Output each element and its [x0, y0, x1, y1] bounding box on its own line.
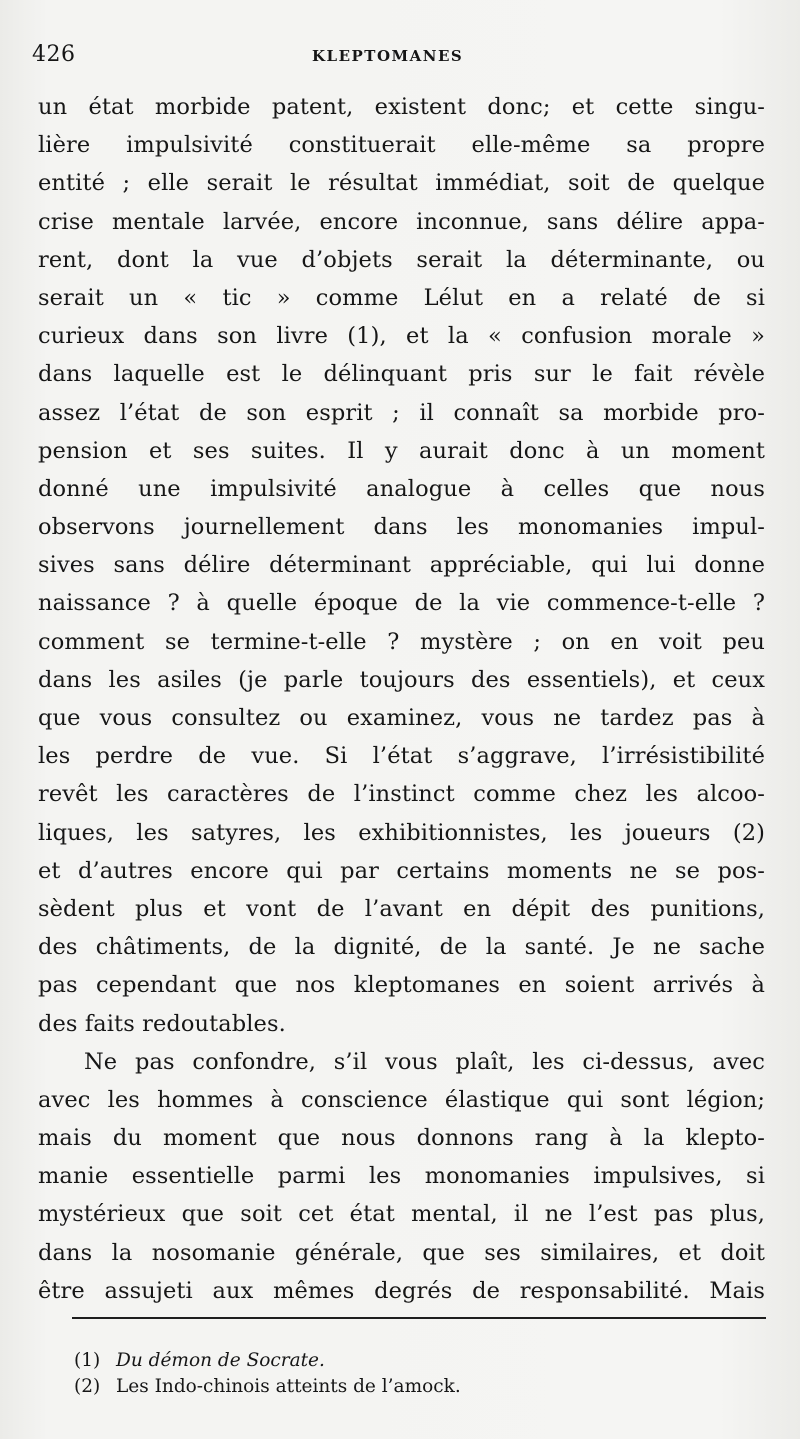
- text-line: dans laquelle est le délinquant pris sur le fait révèle: [38, 361, 765, 388]
- text-line: curieux dans son livre (1), et la « confusion morale »: [38, 323, 765, 350]
- text-line: comment se termine-t-elle ? mystère ; on en voit peu: [38, 628, 765, 655]
- footnotes: [74, 1348, 764, 1400]
- text-line: dans la nosomanie générale, que ses similaires, et doit: [38, 1239, 765, 1266]
- text-line: être assujeti aux mêmes degrés de responsabilité. Mais: [38, 1277, 765, 1304]
- text-line: mais du moment que nous donnons rang à la klepto-: [38, 1125, 765, 1152]
- text-line: revêt les caractères de l’instinct comme chez les alcoo-: [38, 781, 765, 808]
- text-line: lière impulsivité constituerait elle-même sa propre: [38, 132, 765, 159]
- text-line: un état morbide patent, existent donc; et cette singu-: [38, 94, 765, 120]
- text-line: sives sans délire déterminant appréciable, qui lui donne: [38, 552, 765, 579]
- running-title: KLEPTOMANES: [312, 47, 464, 65]
- text-line: manie essentielle parmi les monomanies impulsives, si: [38, 1163, 765, 1190]
- footnote-number: (2): [74, 1376, 101, 1397]
- text-line: que vous consultez ou examinez, vous ne tardez pas à: [38, 705, 765, 731]
- footnote-separator: [72, 1317, 766, 1319]
- text-line: crise mentale larvée, encore inconnue, sans délire appa-: [38, 208, 765, 235]
- text-line: assez l’état de son esprit ; il connaît sa morbide pro-: [38, 399, 765, 426]
- text-line: pension et ses suites. Il y aurait donc à un moment: [38, 437, 765, 464]
- footnote-text: Les Indo-chinois atteints de l’amock.: [116, 1376, 461, 1397]
- body-text: [38, 88, 765, 1310]
- text-line: observons journellement dans les monomanies impul-: [38, 514, 765, 541]
- running-head: [32, 40, 767, 74]
- footnote-text: Du démon de Socrate.: [116, 1350, 325, 1371]
- text-line: donné une impulsivité analogue à celles que nous: [38, 475, 765, 502]
- text-line: des châtiments, de la dignité, de la santé. Je ne sache: [38, 934, 765, 961]
- text-line: avec les hommes à conscience élastique qui sont légion;: [38, 1086, 765, 1113]
- paragraph-end-line: des faits redoutables.: [38, 1010, 286, 1037]
- text-line: serait un « tic » comme Lélut en a relaté de si: [38, 284, 765, 311]
- text-line: et d’autres encore qui par certains moments ne se pos-: [38, 857, 765, 884]
- page-number: 426: [32, 42, 76, 67]
- text-line: pas cependant que nos kleptomanes en soient arrivés à: [38, 972, 765, 999]
- text-line: liques, les satyres, les exhibitionnistes, les joueurs (2): [38, 819, 765, 846]
- text-line: les perdre de vue. Si l’état s’aggrave, l’irrésistibilité: [38, 743, 765, 770]
- paragraph-start-line: Ne pas confondre, s’il vous plaît, les ci-dessus, avec: [84, 1048, 765, 1075]
- text-line: rent, dont la vue d’objets serait la déterminante, ou: [38, 246, 765, 273]
- text-line: mystérieux que soit cet état mental, il ne l’est pas plus,: [38, 1201, 765, 1228]
- text-line: dans les asiles (je parle toujours des essentiels), et ceux: [38, 666, 765, 693]
- footnote: [74, 1374, 764, 1400]
- text-line: entité ; elle serait le résultat immédiat, soit de quelque: [38, 170, 765, 197]
- footnote: [74, 1348, 764, 1374]
- text-line: sèdent plus et vont de l’avant en dépit des punitions,: [38, 895, 765, 922]
- text-line: naissance ? à quelle époque de la vie commence-t-elle ?: [38, 590, 765, 617]
- footnote-number: (1): [74, 1350, 101, 1371]
